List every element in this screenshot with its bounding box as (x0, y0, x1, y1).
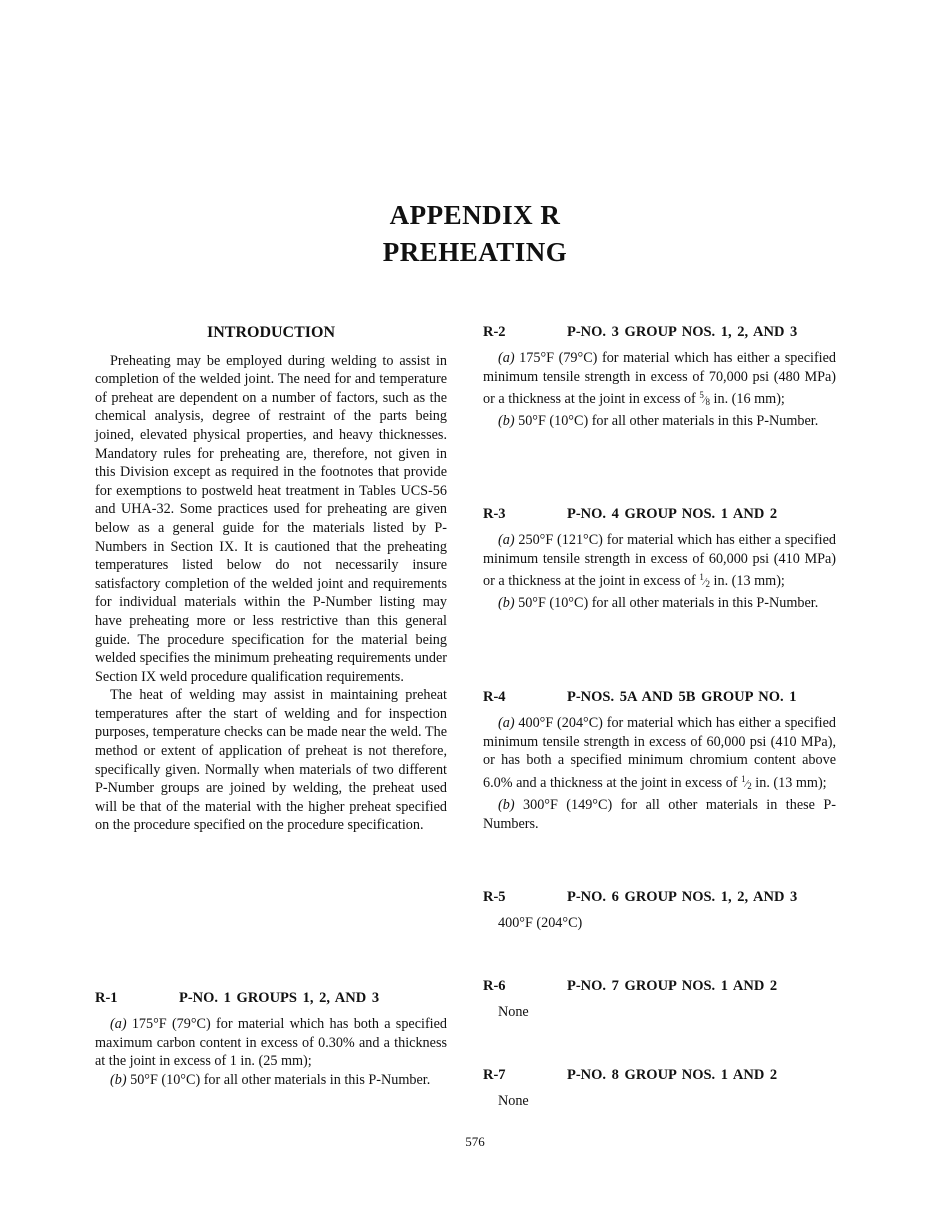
section-r1 (95, 990, 447, 1090)
section-r7 (483, 1067, 836, 1111)
appendix-subtitle: PREHEATING (382, 237, 568, 267)
section-r2-item-a: (a) 175°F (79°C) for material which has either a specified minimum tensile strength in excess of 70,000 psi (480 MPa) or a thickness at the joint in excess of $^5⁄_8$ in. (16 mm); (483, 350, 836, 408)
section-r2-item-b: (b) 50°F (10°C) for all other materials in this P-Number. (498, 413, 819, 430)
section-r5-heading (483, 889, 836, 906)
section-r1-item-b: (b) 50°F (10°C) for all other materials in this P-Number. (110, 1072, 431, 1089)
section-r4 (483, 689, 836, 833)
section-r6-text: None (498, 1004, 529, 1020)
section-r1-title: P-NO. 1 GROUPS 1, 2, AND 3 (179, 990, 380, 1006)
section-r5-text: 400°F (204°C) (498, 915, 583, 931)
section-r2-title: P-NO. 3 GROUP NOS. 1, 2, AND 3 (567, 324, 798, 340)
section-r4-number: R-4 (483, 689, 506, 705)
section-r3-title: P-NO. 4 GROUP NOS. 1 AND 2 (567, 506, 778, 522)
section-r6-number: R-6 (483, 978, 506, 994)
section-r3-heading (483, 506, 836, 523)
section-r7-number: R-7 (483, 1067, 506, 1083)
section-r3-item-b: (b) 50°F (10°C) for all other materials in this P-Number. (498, 595, 819, 612)
section-r3-number: R-3 (483, 506, 506, 522)
introduction-paragraph-1: Preheating may be employed during welding to assist in completion of the welded joint. The need for and temperature of preheat are dependent on a number of factors, such as the chemical analysis, degree of restraint of the parts being joined, elevated physical properties, and heavy thicknesses. Mandatory rules for preheating are, therefore, not given in this Division except as required in the footnotes that provide for exemptions to postweld heat treatment in Tables UCS-56 and UHA-32. Some practices used for preheating are given below as a general guide for the materials listed by P-Numbers in Section IX. It is cautioned that the preheating temperatures listed below do not necessarily insure satisfactory completion of the welded joint and requirements for individual materials within the P-Number listing may have preheating more or less restrictive than this general guide. The procedure specification for the material being welded specifies the minimum preheating requirements under Section IX weld procedure qualification requirements. (95, 352, 447, 685)
section-r1-item-a: (a) 175°F (79°C) for material which has both a specified maximum carbon content in excess of 0.30% and a thickness at the joint in excess of 1 in. (25 mm); (95, 1016, 448, 1070)
section-r4-title: P-NOS. 5A AND 5B GROUP NO. 1 (567, 689, 797, 705)
section-r2 (483, 324, 836, 431)
section-r5 (483, 889, 836, 933)
page-number: 576 (465, 1134, 485, 1149)
section-r6-title: P-NO. 7 GROUP NOS. 1 AND 2 (567, 978, 778, 994)
fraction: $^1⁄_2$ (741, 774, 752, 792)
appendix-title: APPENDIX R (389, 200, 561, 230)
section-r7-heading (483, 1067, 836, 1084)
section-r2-number: R-2 (483, 324, 506, 340)
section-r5-number: R-5 (483, 889, 506, 905)
introduction-section (95, 324, 447, 835)
section-r6 (483, 978, 836, 1022)
section-r4-heading (483, 689, 836, 706)
section-r3-item-a: (a) 250°F (121°C) for material which has either a specified minimum tensile strength in excess of 60,000 psi (410 MPa) or a thickness at the joint in excess of $^1⁄_2$ in. (13 mm); (483, 532, 837, 590)
fraction: $^1⁄_2$ (699, 572, 710, 590)
introduction-paragraph-2: The heat of welding may assist in maintaining preheat temperatures after the start of welding and for inspection purposes, temperature checks can be made near the weld. The method or extent of application of preheat is not therefore, specifically given. Normally when materials of two different P-Number groups are joined by welding, the preheat used will be that of the material with the higher preheat specified on the procedure specified on the procedure specification. (95, 687, 447, 834)
fraction: $^5⁄_8$ (699, 390, 710, 408)
section-r3 (483, 506, 836, 613)
section-r4-item-b: (b) 300°F (149°C) for all other materials in these P-Numbers. (483, 796, 836, 832)
section-r7-title: P-NO. 8 GROUP NOS. 1 AND 2 (567, 1067, 778, 1083)
section-r2-heading (483, 324, 836, 341)
section-r5-title: P-NO. 6 GROUP NOS. 1, 2, AND 3 (567, 889, 798, 905)
section-r1-heading (95, 990, 447, 1007)
section-r6-heading (483, 978, 836, 995)
introduction-heading: INTRODUCTION (206, 324, 335, 341)
section-r1-number: R-1 (95, 990, 118, 1006)
section-r4-item-a: (a) 400°F (204°C) for material which has either a specified minimum tensile strength in excess of 60,000 psi (410 MPa), or has both a specified minimum chromium content above 6.0% and a thickness at the joint in excess of $^1⁄_2$ in. (13 mm); (483, 715, 837, 792)
section-r7-text: None (498, 1093, 529, 1109)
